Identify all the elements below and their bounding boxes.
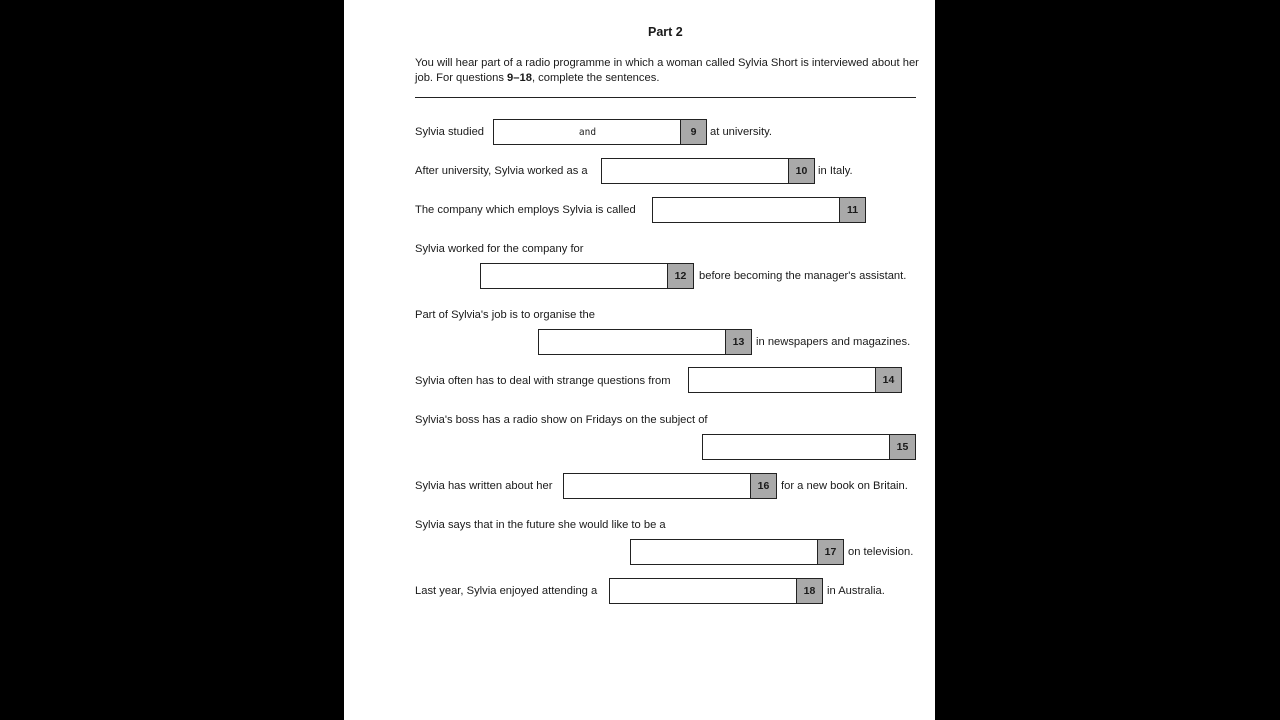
- q17-number: 17: [817, 540, 843, 564]
- q17-lead-text: Sylvia says that in the future she would like to be a: [415, 519, 666, 531]
- q9-number: 9: [680, 120, 706, 144]
- q9-text-after: at university.: [710, 126, 772, 138]
- q11-answer-box[interactable]: [652, 197, 866, 223]
- q16-text-after: for a new book on Britain.: [781, 480, 908, 492]
- q18-text-before: Last year, Sylvia enjoyed attending a: [415, 585, 598, 597]
- instructions: [415, 56, 919, 85]
- q18-answer-box[interactable]: [609, 578, 823, 604]
- q17-text-after: on television.: [848, 546, 914, 558]
- instructions-text: You will hear part of a radio programme in which a woman called Sylvia Short is interviewed about her job. For questions: [415, 57, 919, 84]
- q15-number: 15: [889, 435, 915, 459]
- q12-number: 12: [667, 264, 693, 288]
- q14-text-before: Sylvia often has to deal with strange questions from: [415, 375, 671, 387]
- q18-text-after: in Australia.: [827, 585, 885, 597]
- q10-number: 10: [788, 159, 814, 183]
- q15-answer-box[interactable]: [702, 434, 916, 460]
- q18-number: 18: [796, 579, 822, 603]
- q12-answer-box[interactable]: [480, 263, 694, 289]
- q12-lead-text: Sylvia worked for the company for: [415, 243, 584, 255]
- question-range: 9–18: [507, 71, 532, 84]
- q10-text-before: After university, Sylvia worked as a: [415, 165, 588, 177]
- instructions-end: , complete the sentences.: [531, 71, 660, 84]
- q11-number: 11: [839, 198, 865, 222]
- q16-text-before: Sylvia has written about her: [415, 480, 553, 492]
- q10-text-after: in Italy.: [818, 165, 853, 177]
- q9-answer-fill: and: [578, 127, 597, 138]
- q14-answer-box[interactable]: [688, 367, 902, 393]
- q13-text-after: in newspapers and magazines.: [756, 336, 911, 348]
- q15-lead-text: Sylvia's boss has a radio show on Fridays on the subject of: [415, 414, 708, 426]
- q13-answer-box[interactable]: [538, 329, 752, 355]
- q13-lead-text: Part of Sylvia's job is to organise the: [415, 309, 595, 321]
- page-title: Part 2: [648, 25, 683, 39]
- q13-number: 13: [725, 330, 751, 354]
- q16-answer-box[interactable]: [563, 473, 777, 499]
- q10-answer-box[interactable]: [601, 158, 815, 184]
- q16-number: 16: [750, 474, 776, 498]
- q14-number: 14: [875, 368, 901, 392]
- q9-text-before: Sylvia studied: [415, 126, 485, 138]
- q9-answer-box[interactable]: [493, 119, 707, 145]
- worksheet-page: [344, 0, 935, 720]
- q17-answer-box[interactable]: [630, 539, 844, 565]
- divider: [415, 97, 916, 98]
- q11-text-before: The company which employs Sylvia is called: [415, 204, 636, 216]
- q12-text-after: before becoming the manager's assistant.: [699, 270, 907, 282]
